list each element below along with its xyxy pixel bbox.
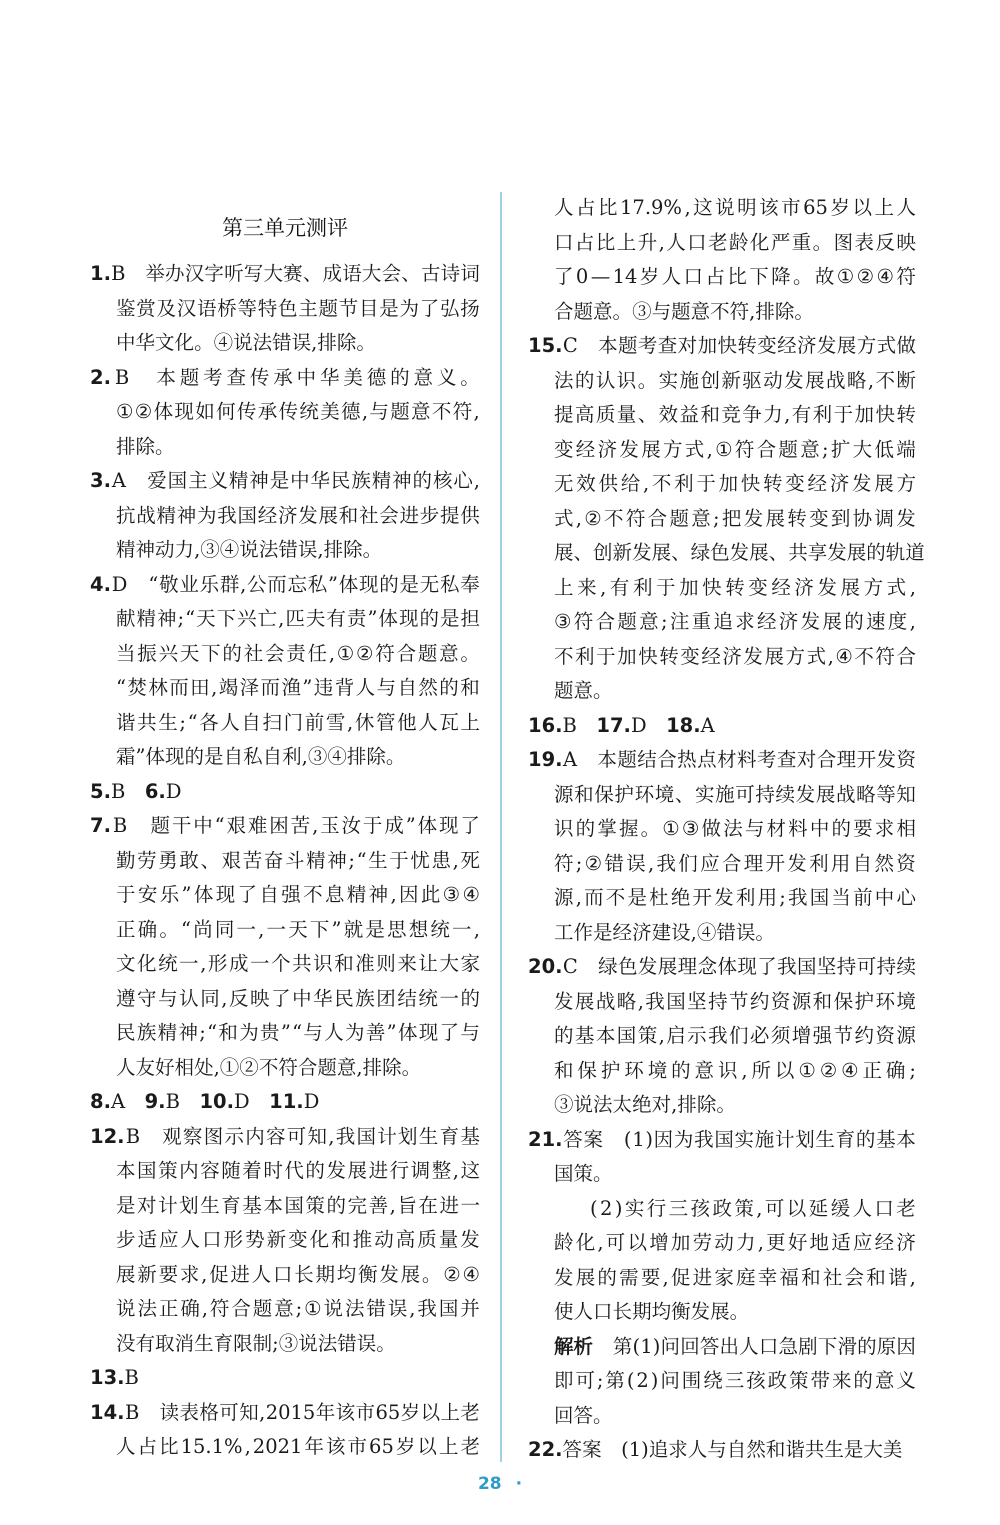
text-line: 龄 化 , 可 以 增 加 劳 动 力 , 更 好 地 适 应 经 济 — [554, 1231, 916, 1254]
text-line: 12. B 观 察 图 示 内 容 可 知 , 我 国 计 划 生 育 基 — [90, 1124, 480, 1148]
text-line: 展 新 要 求 , 促 进 人 口 长 期 均 衡 发 展 。 ② ④ — [116, 1262, 480, 1286]
text-line: ( 2 ) 实 行 三 孩 政 策 , 可 以 延 缓 人 口 老 — [590, 1196, 916, 1220]
text-line: 工作是经济建设,④错误。 — [554, 920, 775, 944]
text-line: 和 保 护 环 境 的 意 识 , 所 以 ① ② ④ 正 确 ; — [554, 1058, 916, 1082]
text-line: 提 高 质 量 、 效 益 和 竞 争 力 , 有 利 于 加 快 转 — [554, 403, 916, 426]
text-line: 国策。 — [554, 1162, 613, 1185]
text-line: 说 法 正 确 , 符 合 题 意 ; ① 说 法 错 误 , 我 国 并 — [116, 1297, 480, 1320]
text-line: 排除。 — [116, 434, 175, 458]
text-line: 合题意。③与题意不符,排除。 — [554, 299, 814, 323]
page-number: 28 — [477, 1474, 502, 1494]
text-line: 19. A 本 题 结 合 热 点 材 料 考 查 对 合 理 开 发 资 — [528, 748, 916, 771]
column-divider — [500, 192, 502, 1462]
text-line: 法 的 认 识 。 实 施 创 新 驱 动 发 展 战 略 , 不 断 — [554, 368, 916, 392]
text-line: 15. C 本 题 考 查 对 加 快 转 变 经 济 发 展 方 式 做 — [528, 334, 916, 357]
text-line: 2. B 本 题 考 查 传 承 中 华 美 德 的 意 义 。 — [90, 365, 480, 389]
text-line: 的 基 本 国 策 , 启 示 我 们 必 须 增 强 节 约 资 源 — [554, 1024, 916, 1047]
text-line: 了 0 — 14 岁 人 口 占 比 下 降 。 故 ① ② ④ 符 — [554, 265, 916, 288]
text-line: 变 经 济 发 展 方 式 , ① 符 合 题 意 ; 扩 大 低 端 — [554, 437, 916, 461]
text-line: 符 ; ② 错 误 , 我 们 应 合 理 开 发 利 用 自 然 资 — [554, 851, 916, 875]
text-line: 不 利 于 加 快 转 变 经 济 发 展 方 式 , ④ 不 符 合 — [554, 644, 916, 668]
text-line: 5.B 6.D — [90, 779, 182, 803]
text-line: 发 展 的 需 要 , 促 进 家 庭 幸 福 和 社 会 和 谐 , — [554, 1265, 916, 1289]
text-line: 人 占 比 17.9% , 这 说 明 该 市 65 岁 以 上 人 — [554, 196, 916, 219]
text-line: 无 效 供 给 , 不 利 于 加 快 转 变 经 济 发 展 方 — [554, 472, 916, 495]
text-line: 献 精 神 ; “ 天 下 兴 亡 , 匹 夫 有 责 ” 体 现 的 是 担 — [116, 607, 480, 630]
text-line: 正 确 。 “ 尚 同 一 , 一 天 下 ” 就 是 思 想 统 一 , — [116, 917, 480, 941]
page-dot: · — [515, 1474, 523, 1494]
text-line: 展 、 创 新 发 展 、 绿 色 发 展 、 共 享 发 展 的 轨 道 — [554, 541, 925, 564]
page-title: 第三单元测评 — [222, 216, 348, 240]
text-line: 8.A 9.B 10.D 11.D — [90, 1090, 320, 1113]
text-line: “ 焚 林 而 田 , 竭 泽 而 渔 ” 违 背 人 与 自 然 的 和 — [116, 676, 480, 699]
text-line: 4. D “ 敬 业 乐 群 , 公 而 忘 私 ” 体 现 的 是 无 私 奉 — [90, 572, 480, 596]
text-line: 民 族 精 神 ; “ 和 为 贵 ” “ 与 人 为 善 ” 体 现 了 与 — [116, 1021, 480, 1044]
text-line: 使人口长期均衡发展。 — [554, 1300, 750, 1323]
text-line: ① ② 体 现 如 何 传 承 传 统 美 德 , 与 题 意 不 符 , — [116, 400, 480, 423]
text-line: 即 可 ; 第 ( 2 ) 问 围 绕 三 孩 政 策 带 来 的 意 义 — [554, 1369, 916, 1392]
text-line: 7. B 题 干 中 “ 艰 难 困 苦 , 玉 汝 于 成 ” 体 现 了 — [90, 814, 480, 837]
text-line: 识 的 掌 握 。 ① ③ 做 法 与 材 料 中 的 要 求 相 — [554, 817, 916, 840]
text-line: 16.B 17.D 18.A — [528, 713, 715, 737]
text-line: 口 占 比 上 升 , 人 口 老 龄 化 严 重 。 图 表 反 映 — [554, 230, 916, 254]
text-line: 鉴 赏 及 汉 语 桥 等 特 色 主 题 节 目 是 为 了 弘 扬 — [116, 296, 480, 320]
text-line: ③说法太绝对,排除。 — [554, 1093, 736, 1116]
text-line: 中华文化。④说法错误,排除。 — [116, 331, 376, 354]
text-line: 人 占 比 15.1% , 2021 年 该 市 65 岁 以 上 老 — [116, 1435, 480, 1458]
text-line: 式 , ② 不 符 合 题 意 ; 把 发 展 转 变 到 协 调 发 — [554, 506, 916, 530]
text-line: 21. 答 案 ( 1 ) 因 为 我 国 实 施 计 划 生 育 的 基 本 — [528, 1127, 916, 1151]
text-line: 步 适 应 人 口 形 势 新 变 化 和 推 动 高 质 量 发 — [116, 1228, 480, 1251]
text-line: 本 国 策 内 容 随 着 时 代 的 发 展 进 行 调 整 , 这 — [116, 1159, 480, 1182]
text-line: 发 展 战 略 , 我 国 坚 持 节 约 资 源 和 保 护 环 境 — [554, 989, 916, 1013]
text-line: 当 振 兴 天 下 的 社 会 责 任 , ① ② 符 合 题 意 。 — [116, 641, 480, 665]
text-line: 于 安 乐 ” 体 现 了 自 强 不 息 精 神 , 因 此 ③ ④ — [116, 883, 480, 906]
page-footer — [0, 1474, 1000, 1494]
text-line: 22.答案 (1)追求人与自然和谐共生是大美 — [528, 1438, 903, 1461]
text-line: 勤 劳 勇 敢 、 艰 苦 奋 斗 精 神 ; “ 生 于 忧 患 , 死 — [116, 848, 480, 872]
text-line: 上 来 , 有 利 于 加 快 转 变 经 济 发 展 方 式 , — [554, 575, 916, 599]
text-line: 霜”体现的是自私自利,③④排除。 — [116, 745, 406, 768]
text-line: 源 , 而 不 是 杜 绝 开 发 利 用 ; 我 国 当 前 中 心 — [554, 886, 916, 909]
text-line: 题意。 — [554, 679, 613, 702]
text-line: 遵 守 与 认 同 , 反 映 了 中 华 民 族 团 结 统 一 的 — [116, 986, 480, 1010]
text-line: 3. A 爱 国 主 义 精 神 是 中 华 民 族 精 神 的 核 心 , — [90, 469, 480, 492]
text-line: 没有取消生育限制;③说法错误。 — [116, 1331, 396, 1355]
text-line: 回答。 — [554, 1403, 613, 1427]
text-line: 20. C 绿 色 发 展 理 念 体 现 了 我 国 坚 持 可 持 续 — [528, 955, 916, 978]
text-line: 源 和 保 护 环 境 、 实 施 可 持 续 发 展 战 略 等 知 — [554, 782, 916, 806]
text-line: ③ 符 合 题 意 ; 注 重 追 求 经 济 发 展 的 速 度 , — [554, 610, 916, 633]
text-line: 13.B — [90, 1366, 139, 1389]
text-line: 14. B 读 表 格 可 知 , 2015 年 该 市 65 岁 以 上 老 — [90, 1400, 480, 1424]
text-line: 人友好相处,①②不符合题意,排除。 — [116, 1055, 422, 1079]
text-line: 谐 共 生 ; “ 各 人 自 扫 门 前 雪 , 休 管 他 人 瓦 上 — [116, 710, 480, 734]
text-line: 1. B 举 办 汉 字 听 写 大 赛 、 成 语 大 会 、 古 诗 词 — [90, 262, 480, 285]
text-line: 解析 第 ( 1 ) 问 回 答 出 人 口 急 剧 下 滑 的 原 因 — [554, 1334, 916, 1358]
text-line: 文 化 统 一 , 形 成 一 个 共 识 和 准 则 来 让 大 家 — [116, 952, 480, 975]
text-line: 精神动力,③④说法错误,排除。 — [116, 538, 383, 561]
text-line: 是 对 计 划 生 育 基 本 国 策 的 完 善 , 旨 在 进 一 — [116, 1193, 480, 1217]
text-line: 抗 战 精 神 为 我 国 经 济 发 展 和 社 会 进 步 提 供 — [116, 503, 480, 527]
